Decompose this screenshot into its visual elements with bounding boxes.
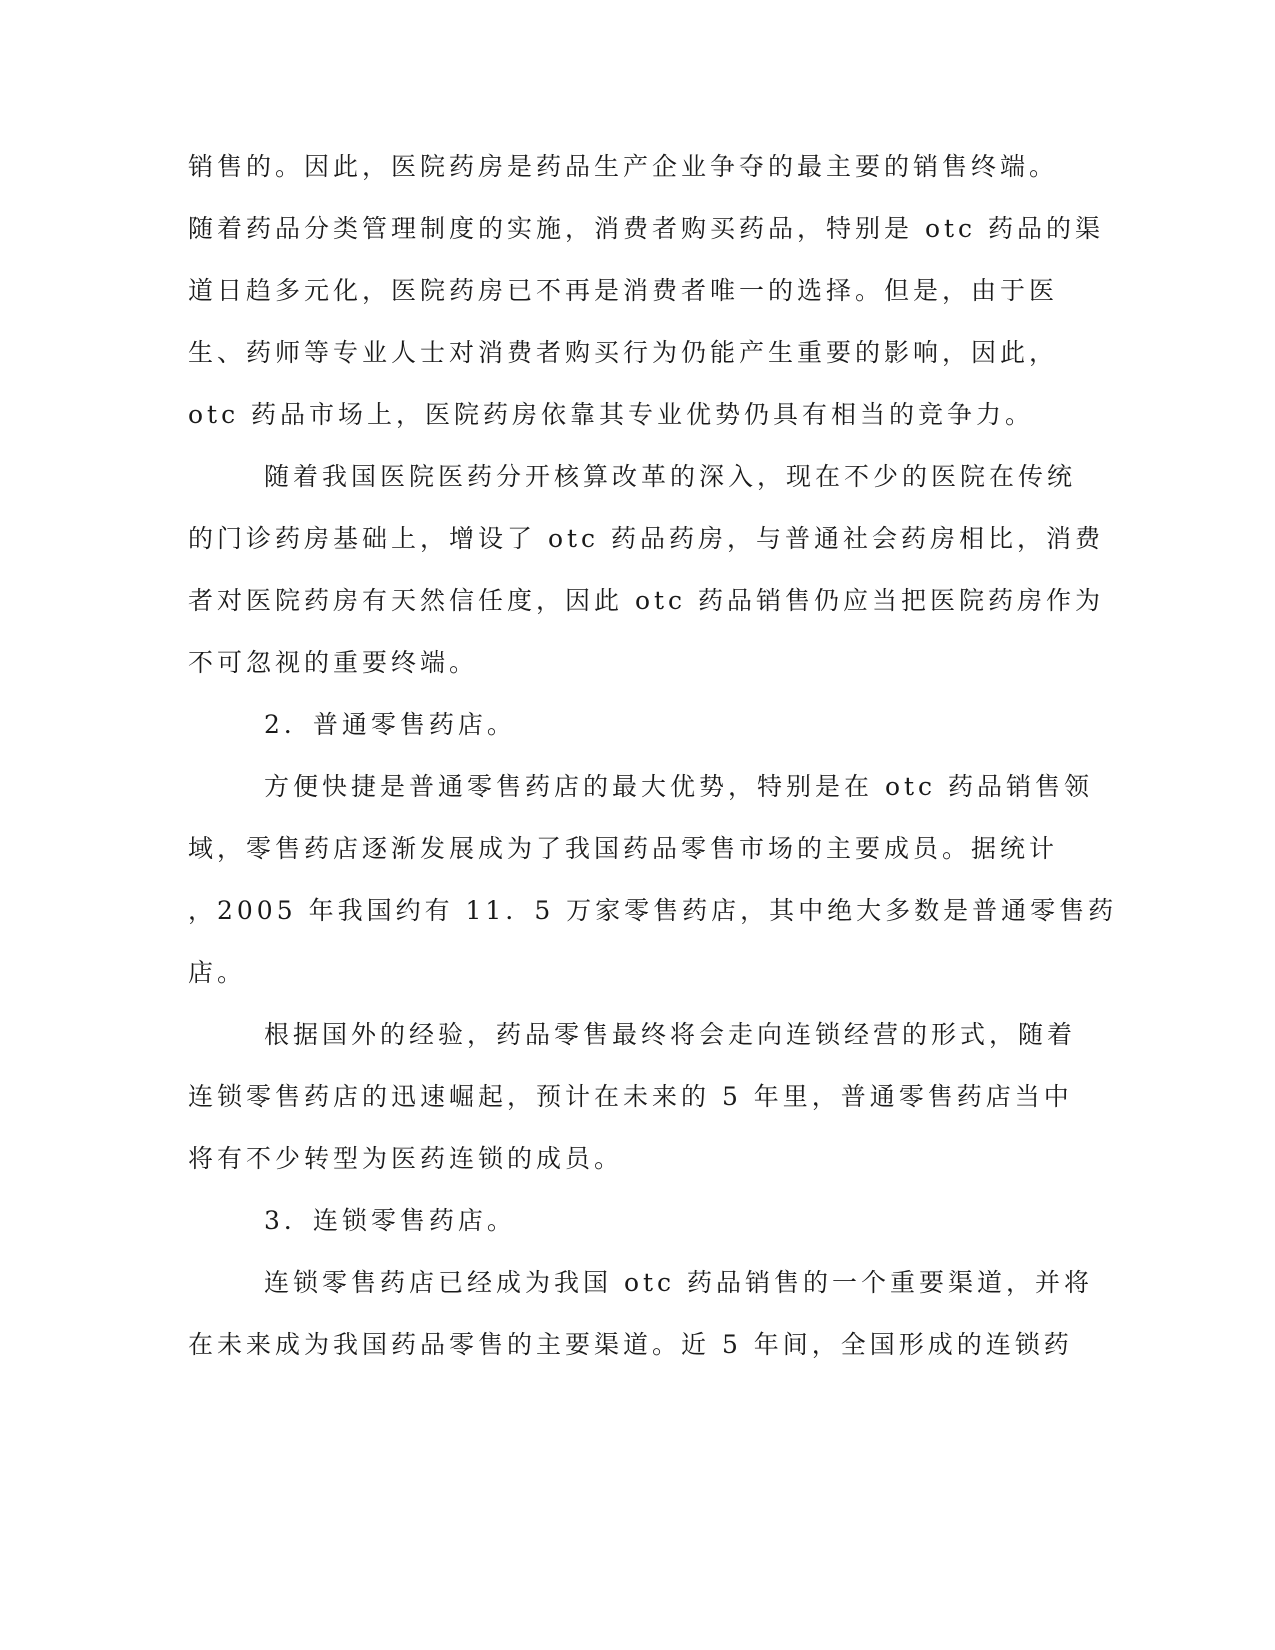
text-line: 将有不少转型为医药连锁的成员。 <box>188 1144 624 1173</box>
text-line: 的门诊药房基础上，增设了 otc 药品药房，与普通社会药房相比，消费 <box>188 524 1104 553</box>
text-line: 店。 <box>188 958 247 987</box>
text-line: ，2005 年我国约有 11．5 万家零售药店，其中绝大多数是普通零售药 <box>188 896 1118 925</box>
text-line: 生、药师等专业人士对消费者购买行为仍能产生重要的影响，因此， <box>188 338 1059 367</box>
text-line: 销售的。因此，医院药房是药品生产企业争夺的最主要的销售终端。 <box>188 152 1059 181</box>
paragraph-start-line: 随着我国医院医药分开核算改革的深入，现在不少的医院在传统 <box>264 462 1077 491</box>
text-line: 道日趋多元化，医院药房已不再是消费者唯一的选择。但是，由于医 <box>188 276 1059 305</box>
text-line: 在未来成为我国药品零售的主要渠道。近 5 年间，全国形成的连锁药 <box>188 1330 1073 1359</box>
document-body <box>188 136 1118 1376</box>
section-heading: 2．普通零售药店。 <box>264 710 516 739</box>
text-line: 连锁零售药店的迅速崛起，预计在未来的 5 年里，普通零售药店当中 <box>188 1082 1073 1111</box>
text-line: 者对医院药房有天然信任度，因此 otc 药品销售仍应当把医院药房作为 <box>188 586 1104 615</box>
text-line: 随着药品分类管理制度的实施，消费者购买药品，特别是 otc 药品的渠 <box>188 214 1104 243</box>
paragraph-start-line: 根据国外的经验，药品零售最终将会走向连锁经营的形式，随着 <box>264 1020 1077 1049</box>
text-line: otc 药品市场上，医院药房依靠其专业优势仍具有相当的竞争力。 <box>188 400 1035 429</box>
section-heading: 3．连锁零售药店。 <box>264 1206 516 1235</box>
paragraph-start-line: 方便快捷是普通零售药店的最大优势，特别是在 otc 药品销售领 <box>264 772 1093 801</box>
paragraph-start-line: 连锁零售药店已经成为我国 otc 药品销售的一个重要渠道，并将 <box>264 1268 1093 1297</box>
text-line: 不可忽视的重要终端。 <box>188 648 479 677</box>
text-line: 域，零售药店逐渐发展成为了我国药品零售市场的主要成员。据统计 <box>188 834 1059 863</box>
